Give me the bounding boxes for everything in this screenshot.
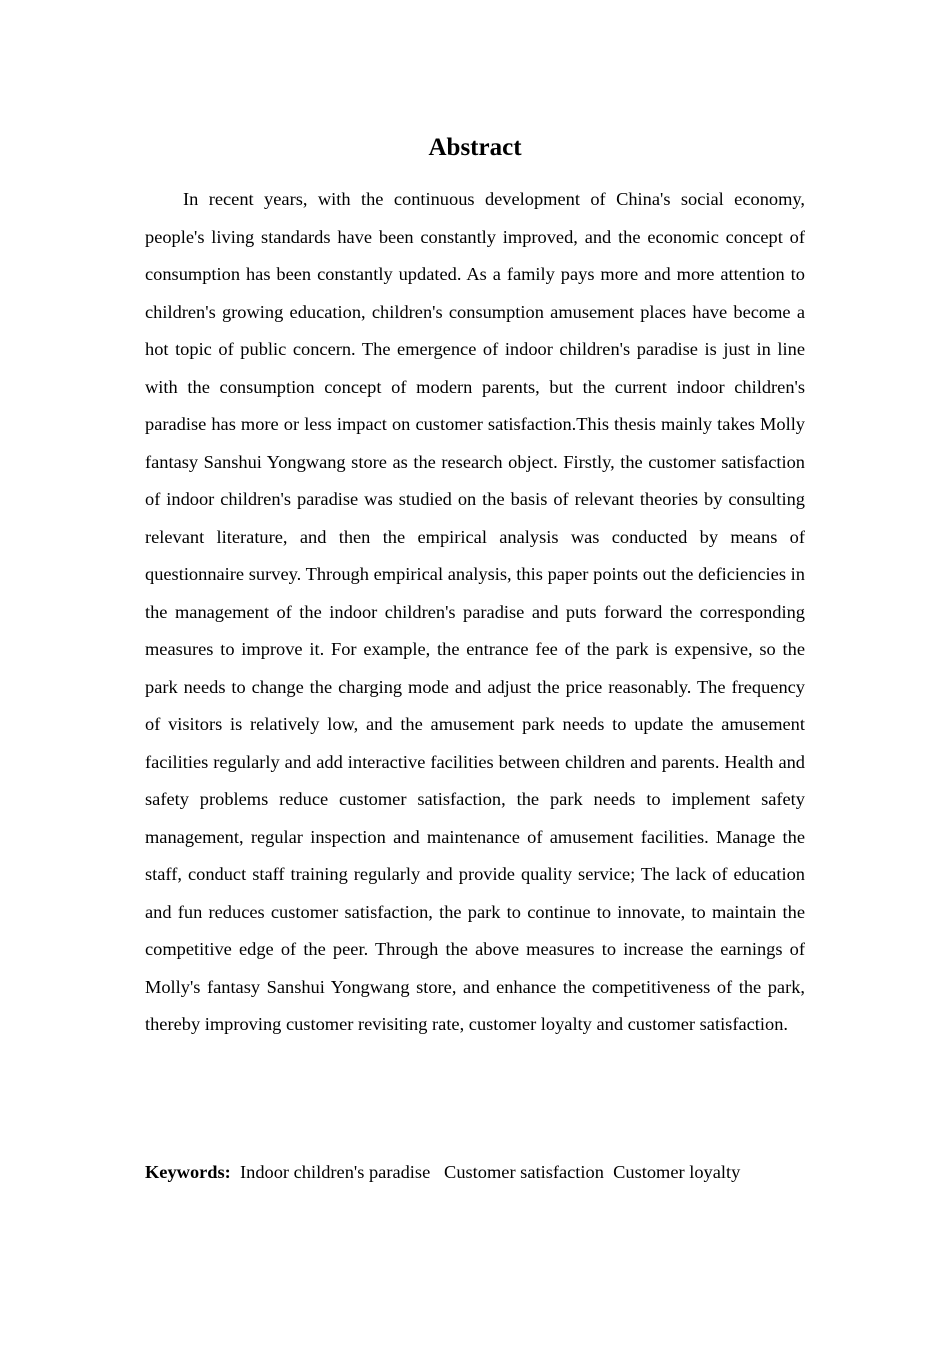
abstract-paragraph: In recent years, with the continuous development of China's social economy, people's living standards have been constantly improved, and the economic concept of consumption has been constantly updated. As a family pays more and more attention to children's growing education, children's consumption amusement places have become a hot topic of public concern. The emergence of indoor children's paradise is just in line with the consumption concept of modern parents, but the current indoor children's paradise has more or less impact on customer satisfaction.This thesis mainly takes Molly fantasy Sanshui Yongwang store as the research object. Firstly, the customer satisfaction of indoor children's paradise was studied on the basis of relevant theories by consulting relevant literature, and then the empirical analysis was conducted by means of questionnaire survey. Through empirical analysis, this paper points out the deficiencies in the management of the indoor children's paradise and puts forward the corresponding measures to improve it. For example, the entrance fee of the park is expensive, so the park needs to change the charging mode and adjust the price reasonably. The frequency of visitors is relatively low, and the amusement park needs to update the amusement facilities regularly and add interactive facilities between children and parents. Health and safety problems reduce customer satisfaction, the park needs to implement safety management, regular inspection and maintenance of amusement facilities. Manage the staff, conduct staff training regularly and provide quality service; The lack of education and fun reduces customer satisfaction, the park to continue to innovate, to maintain the competitive edge of the peer. Through the above measures to increase the earnings of Molly's fantasy Sanshui Yongwang store, and enhance the competitiveness of the park, thereby improving customer revisiting rate, customer loyalty and customer satisfaction. <box>145 189 805 1034</box>
keywords-label: Keywords: <box>145 1162 231 1182</box>
keyword-item: Customer loyalty <box>613 1162 741 1182</box>
keywords-line <box>145 1154 845 1192</box>
keyword-item: Indoor children's paradise <box>240 1162 431 1182</box>
keyword-item: Customer satisfaction <box>444 1162 604 1182</box>
abstract-title: Abstract <box>428 134 522 161</box>
